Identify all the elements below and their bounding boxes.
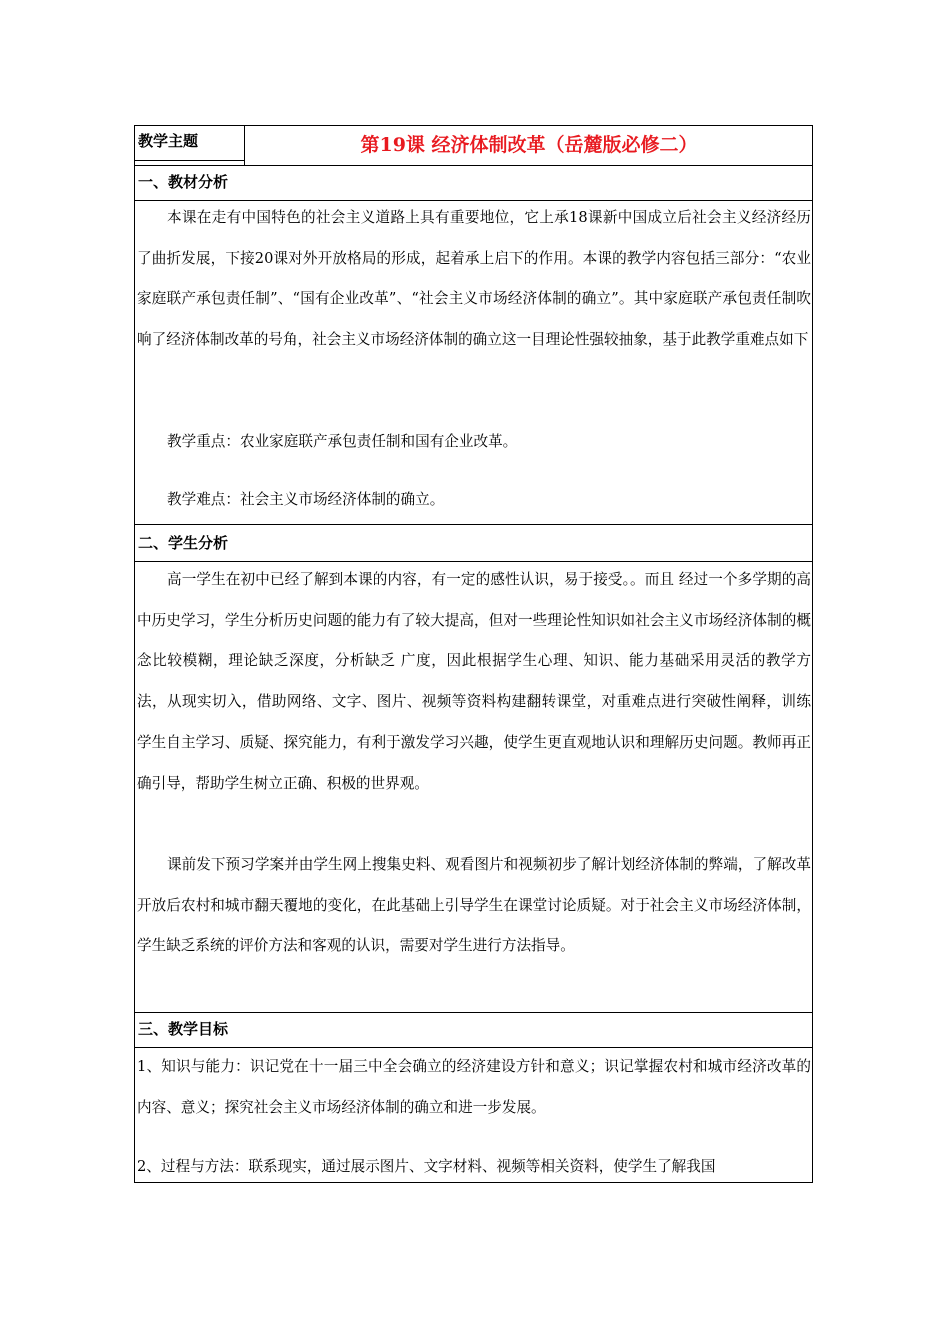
section-heading-students: 二、学生分析 (138, 534, 229, 552)
section-heading-textbook: 一、教材分析 (138, 173, 229, 191)
difficult-point-text: 教学难点：社会主义市场经济体制的确立。 (167, 491, 445, 508)
row-rule-5 (134, 1012, 813, 1013)
header-label-underline (134, 160, 244, 161)
page-title: 第19课 经济体制改革（岳麓版必修二） (360, 134, 698, 156)
row-rule-1 (134, 165, 813, 166)
student-analysis-paragraph-1: 高一学生在初中已经了解到本课的内容，有一定的感性认识，易于接受。。而且 经过一个多学期的高中历史学习，学生分析历史问题的能力有了较大提高，但对一些理论性知识如社会主义市场经济体制的概念比较模糊，理论缺乏深度，分析缺乏 广度，因此根据学生心理、知识、能力基础采用灵活的教学方法，从现实切入，借助网络、文字、图片、视频等资料构建翻转课堂，对重难点进行突破性阐释，训练 学生自主学习、质疑、探究能力，有利于激发学习兴趣，使学生更直观地认识和理解历史问题。教师再正确引导，帮助学生树立正确、积极的世界观。 (137, 571, 811, 792)
topic-label: 教学主题 (138, 132, 199, 150)
header-divider (244, 125, 245, 165)
textbook-analysis-paragraph: 本课在走有中国特色的社会主义道路上具有重要地位，它上承18课新中国成立后社会主义经济经历了曲折发展，下接20课对外开放格局的形成，起着承上启下的作用。本课的教学内容包括三部分：“农业家庭联产承包责任制”、“国有企业改革”、“社会主义市场经济体制的确立”。其中家庭联产承包责任制吹响了经济体制改革的号角，社会主义市场经济体制的确立这一目理论性强较抽象，基于此教学重难点如下 (137, 209, 811, 349)
student-analysis-paragraph-2: 课前发下预习学案并由学生网上搜集史料、观看图片和视频初步了解计划经济体制的弊端，了解改革开放后农村和城市翻天覆地的变化，在此基础上引导学生在课堂讨论质疑。对于社会主义市场经济体制，学生缺乏系统的评价方法和客观的认识，需要对学生进行方法指导。 (137, 856, 811, 955)
goal-knowledge-ability: 1、知识与能力：识记党在十一届三中全会确立的经济建设方针和意义；识记掌握农村和城市经济改革的内容、意义；探究社会主义市场经济体制的确立和进一步发展。 (137, 1058, 811, 1116)
goal-process-method: 2、过程与方法：联系现实，通过展示图片、文字材料、视频等相关资料，使学生了解我国 (137, 1158, 716, 1175)
key-point-text: 教学重点：农业家庭联产承包责任制和国有企业改革。 (167, 433, 518, 450)
row-rule-3 (134, 524, 813, 525)
section-heading-goals: 三、教学目标 (138, 1020, 229, 1038)
